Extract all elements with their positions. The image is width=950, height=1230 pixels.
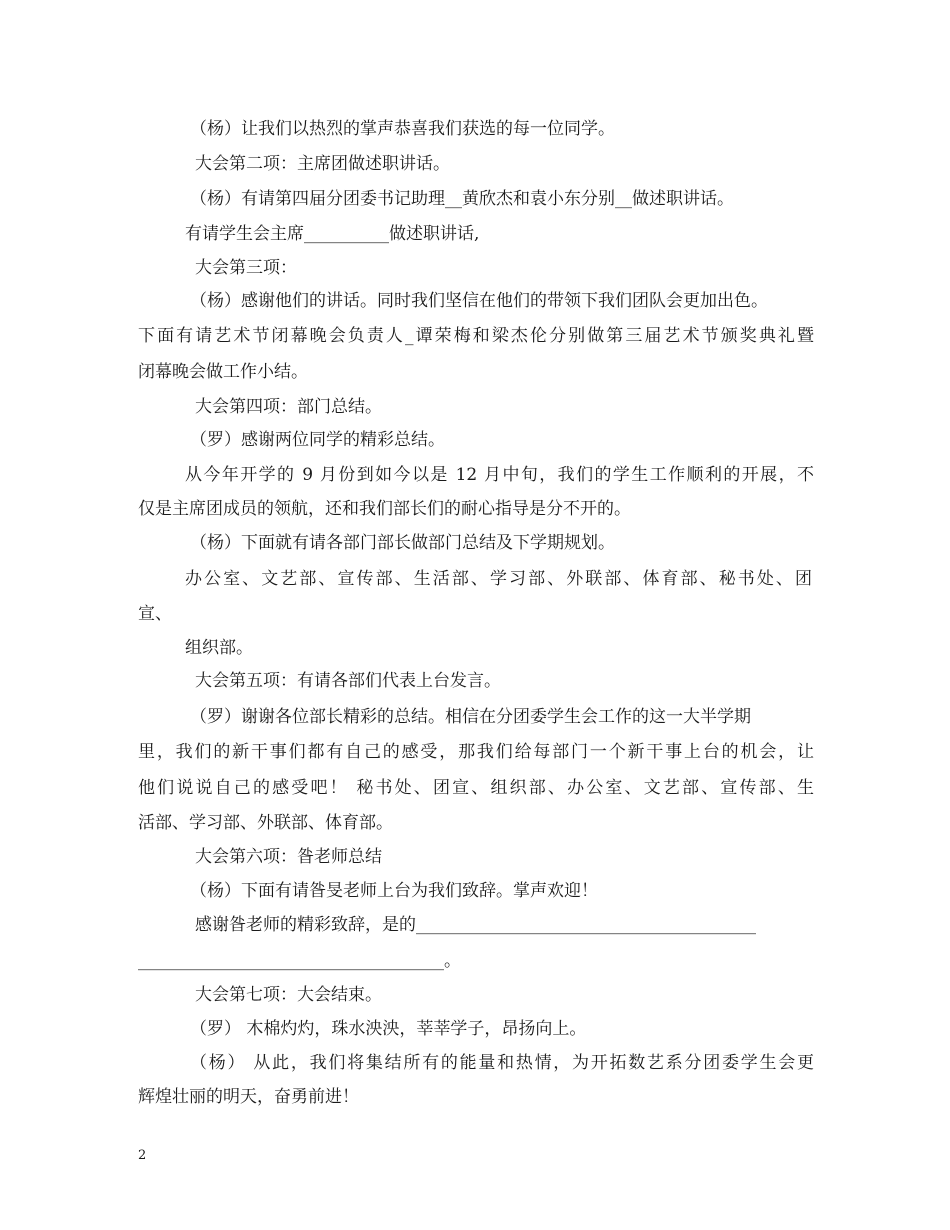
text-line: 大会第六项：昝老师总结 <box>195 847 382 867</box>
text-line: 闭幕晚会做工作小结。 <box>138 362 308 382</box>
text-line: 大会第三项： <box>195 258 297 278</box>
text-line: （杨）有请第四届分团委书记助理__黄欣杰和袁小东分别__做述职讲话。 <box>190 189 734 209</box>
text-line: 大会第五项：有请各部们代表上台发言。 <box>195 671 501 691</box>
text-line: 下面有请艺术节闭幕晚会负责人_谭荣梅和梁杰伦分别做第三届艺术节颁奖典礼暨 <box>138 326 814 346</box>
text-line: （罗）感谢两位同学的精彩总结。 <box>190 430 445 450</box>
text-line: 从今年开学的 9 月份到如今以是 12 月中旬，我们的学生工作顺利的开展，不 <box>185 465 814 485</box>
text-line: 仅是主席团成员的领航，还和我们部长们的耐心指导是分不开的。 <box>138 499 631 519</box>
text-line: 里，我们的新干事们都有自己的感受，那我们给每部门一个新干事上台的机会，让 <box>138 742 814 762</box>
text-line: （杨）让我们以热烈的掌声恭喜我们获选的每一位同学。 <box>190 119 615 139</box>
text-line: 大会第四项：部门总结。 <box>195 397 382 417</box>
text-line: ____________________________________。 <box>138 951 461 971</box>
text-line: 他们说说自己的感受吧！ 秘书处、团宣、组织部、办公室、文艺部、宣传部、生 <box>138 778 814 798</box>
text-line: （罗）谢谢各位部长精彩的总结。相信在分团委学生会工作的这一大半学期 <box>190 707 751 727</box>
text-line: 有请学生会主席__________做述职讲话, <box>185 224 480 244</box>
text-line: （杨）下面就有请各部门部长做部门总结及下学期规划。 <box>190 533 615 553</box>
text-line: 宣、 <box>138 604 172 624</box>
text-line: （杨） 从此，我们将集结所有的能量和热情，为开拓数艺系分团委学生会更 <box>190 1053 814 1073</box>
text-line: （杨）下面有请昝旻老师上台为我们致辞。掌声欢迎！ <box>190 881 598 901</box>
text-line: 组织部。 <box>185 638 253 658</box>
text-line: 活部、学习部、外联部、体育部。 <box>138 813 393 833</box>
page-number: 2 <box>138 1148 147 1163</box>
text-line: （杨）感谢他们的讲话。同时我们坚信在他们的带领下我们团队会更加出色。 <box>190 291 768 311</box>
text-line: 大会第七项：大会结束。 <box>195 985 382 1005</box>
text-line: 办公室、文艺部、宣传部、生活部、学习部、外联部、体育部、秘书处、团 <box>185 569 812 589</box>
text-line: 大会第二项：主席团做述职讲话。 <box>195 154 450 174</box>
text-line: 辉煌壮丽的明天，奋勇前进！ <box>138 1087 359 1107</box>
text-line: 感谢昝老师的精彩致辞，是的________________________________________ <box>195 915 756 935</box>
text-line: （罗） 木棉灼灼，珠水泱泱，莘莘学子，昂扬向上。 <box>190 1019 587 1039</box>
